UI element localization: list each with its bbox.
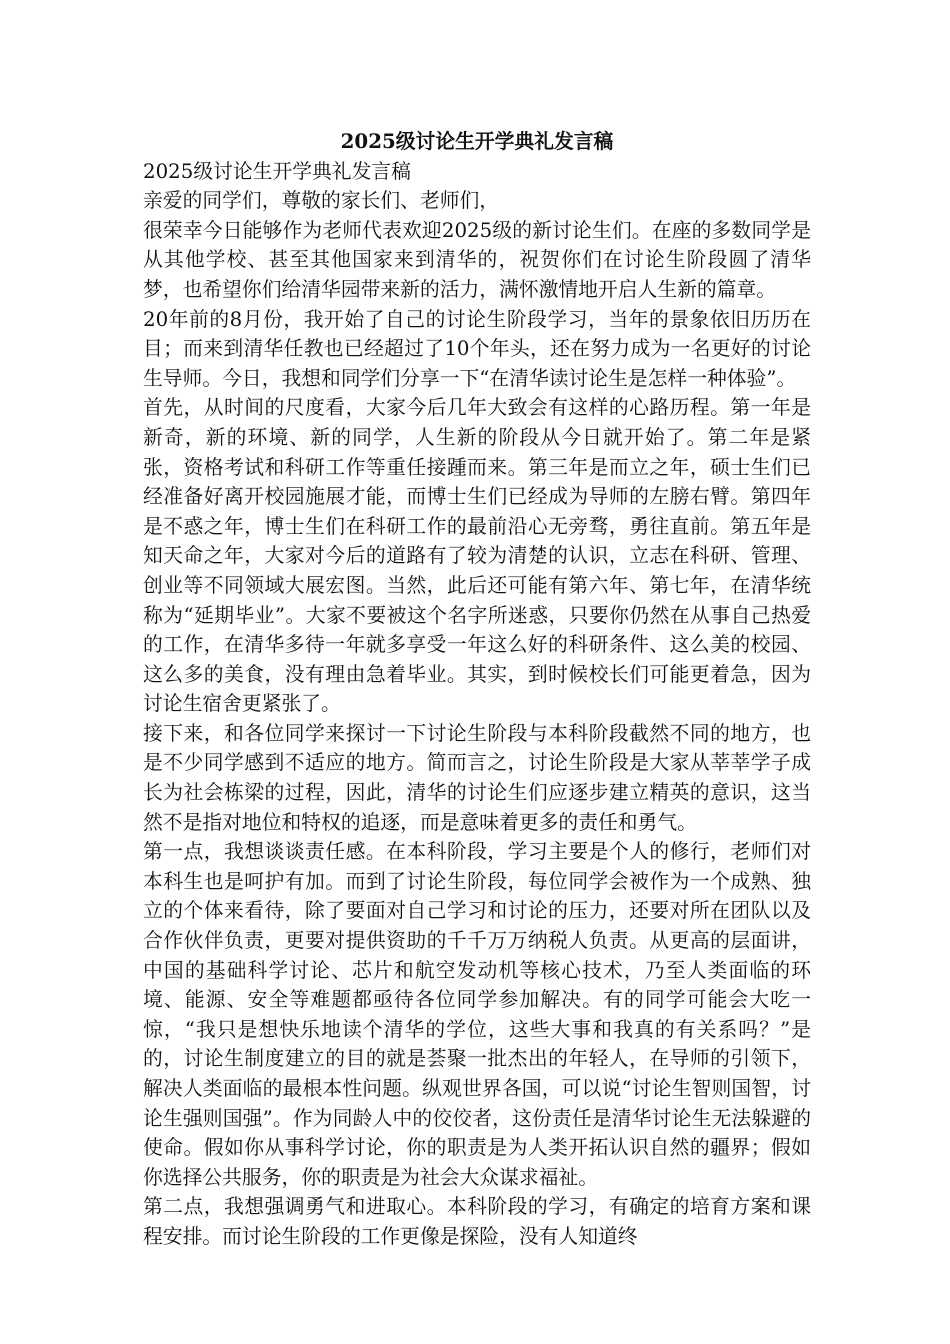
paragraph-timeline: 首先，从时间的尺度看，大家今后几年大致会有这样的心路历程。第一年是新奇，新的环境、新的同学，人生新的阶段从今日就开始了。第二年是紧张，资格考试和科研工作等重任接踵而来。第三年是而立之年，硕士生们已经准备好离开校园施展才能，而博士生们已经成为导师的左膀右臂。第四年是不惑之年，博士生们在科研工作的最前沿心无旁骛，勇往直前。第五年是知天命之年，大家对今后的道路有了较为清楚的认识，立志在科研、管理、创业等不同领域大展宏图。当然，此后还可能有第六年、第七年，在清华统称为“延期毕业”。大家不要被这个名字所迷惑，只要你仍然在从事自己热爱的工作，在清华多待一年就多享受一年这么好的科研条件、这么美的校园、这么多的美食，没有理由急着毕业。其实，到时候校长们可能更着急，因为讨论生宿舍更紧张了。: [143, 396, 811, 716]
paragraph-salutation: 亲爱的同学们，尊敬的家长们、老师们，: [143, 189, 500, 213]
paragraph-courage: 第二点，我想强调勇气和进取心。本科阶段的学习，有确定的培育方案和课程安排。而讨论生阶段的工作更像是探险，没有人知道终: [143, 1195, 811, 1248]
document-title: 2025级讨论生开学典礼发言稿: [340, 129, 614, 153]
paragraph-differences: 接下来，和各位同学来探讨一下讨论生阶段与本科阶段截然不同的地方，也是不少同学感到不适应的地方。简而言之，讨论生阶段是大家从莘莘学子成长为社会栋梁的过程，因此，清华的讨论生们应逐步建立精英的意识，这当然不是指对地位和特权的追逐，而是意味着更多的责任和勇气。: [143, 721, 811, 834]
paragraph-responsibility: 第一点，我想谈谈责任感。在本科阶段，学习主要是个人的修行，老师们对本科生也是呵护有加。而到了讨论生阶段，每位同学会被作为一个成熟、独立的个体来看待，除了要面对自己学习和讨论的压力，还要对所在团队以及合作伙伴负责，更要对提供资助的千千万万纳税人负责。从更高的层面讲，中国的基础科学讨论、芯片和航空发动机等核心技术，乃至人类面临的环境、能源、安全等难题都亟待各位同学参加解决。有的同学可能会大吃一惊，“我只是想快乐地读个清华的学位，这些大事和我真的有关系吗？”是的，讨论生制度建立的目的就是荟聚一批杰出的年轻人，在导师的引领下，解决人类面临的最根本性问题。纵观世界各国，可以说“讨论生智则国智，讨论生强则国强”。作为同龄人中的佼佼者，这份责任是清华讨论生无法躲避的使命。假如你从事科学讨论，你的职责是为人类开拓认识自然的疆界；假如你选择公共服务，你的职责是为社会大众谋求福祉。: [143, 840, 811, 1189]
paragraph-personal-history: 20年前的8月份，我开始了自己的讨论生阶段学习，当年的景象依旧历历在目；而来到清华任教也已经超过了10个年头，还在努力成为一名更好的讨论生导师。今日，我想和同学们分享一下“在清华读讨论生是怎样一种体验”。: [143, 307, 811, 390]
paragraph-welcome: 很荣幸今日能够作为老师代表欢迎2025级的新讨论生们。在座的多数同学是从其他学校、甚至其他国家来到清华的，祝贺你们在讨论生阶段圆了清华梦，也希望你们给清华园带来新的活力，满怀激情地开启人生新的篇章。: [143, 218, 811, 301]
document-body: [143, 127, 811, 1252]
paragraph-subtitle: 2025级讨论生开学典礼发言稿: [143, 159, 411, 183]
